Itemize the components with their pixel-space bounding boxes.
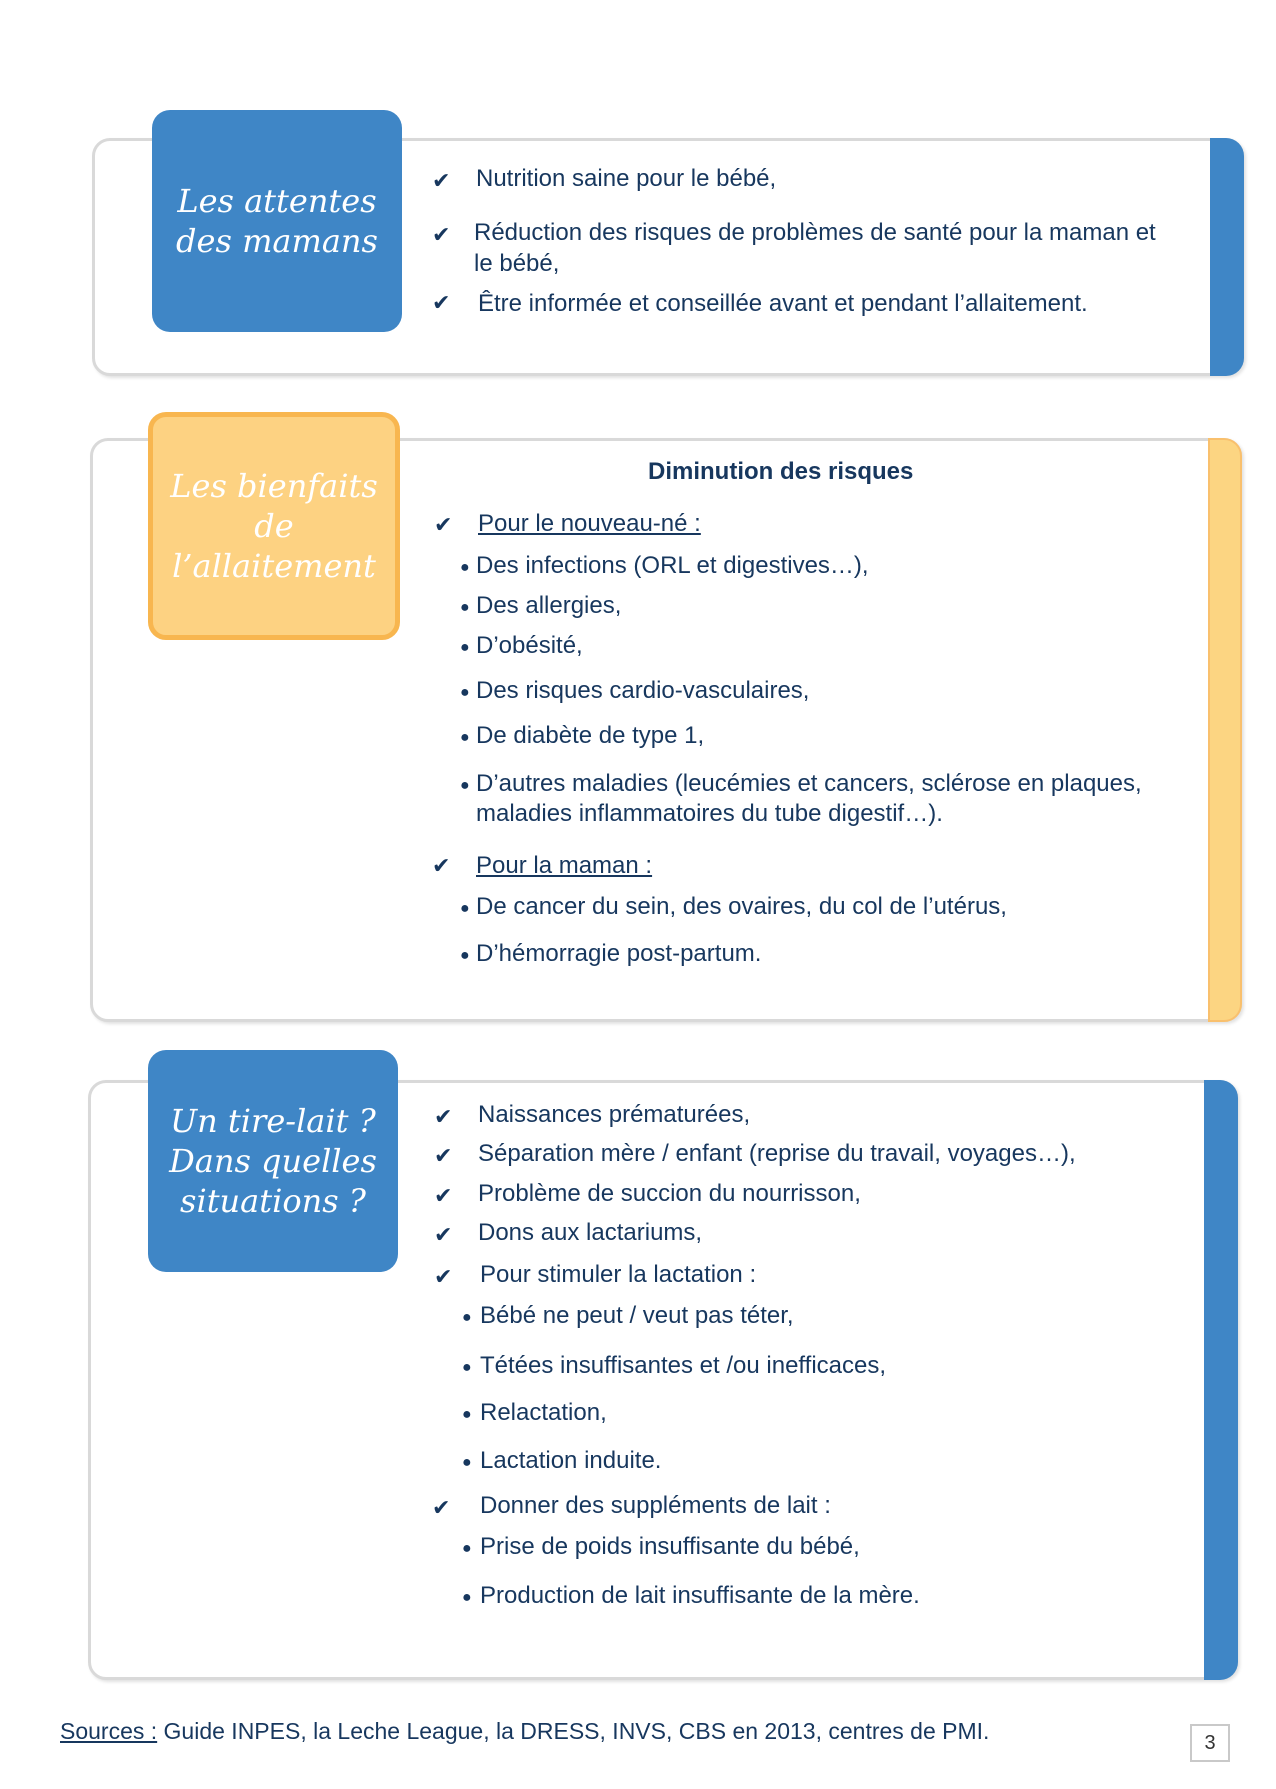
situation-item: Dons aux lactariums, — [478, 1219, 703, 1246]
expectation-item: Être informée et conseillée avant et pendant l’allaitement. — [478, 290, 1088, 317]
stimulate-item: Tétées insuffisantes et /ou inefficaces, — [480, 1352, 887, 1379]
card-accent-stripe — [1208, 438, 1242, 1022]
sources-line — [60, 1718, 989, 1745]
stimulate-item: Lactation induite. — [480, 1447, 662, 1474]
newborn-risk-item: Des risques cardio-vasculaires, — [476, 677, 810, 704]
situation-item: Pour stimuler la lactation : — [480, 1261, 757, 1288]
bullet-dot-icon: ● — [462, 1589, 472, 1606]
bullet-dot-icon: ● — [462, 1406, 472, 1423]
bullet-dot-icon: ● — [462, 1540, 472, 1557]
newborn-risk-item: D’obésité, — [476, 632, 583, 659]
card-accent-stripe — [1204, 1080, 1238, 1680]
mother-subheading: Pour la maman : — [476, 852, 653, 879]
checkmark-icon: ✔ — [434, 1143, 453, 1168]
bullet-dot-icon: ● — [462, 1359, 472, 1376]
expectation-item: Réduction des risques de problèmes de santé pour la maman et — [474, 219, 1156, 246]
situation-item: Séparation mère / enfant (reprise du travail, voyages…), — [478, 1140, 1076, 1167]
checkmark-icon: ✔ — [434, 512, 453, 537]
supplement-item: Production de lait insuffisante de la mère. — [480, 1582, 920, 1609]
checkmark-icon: ✔ — [432, 222, 451, 247]
bullet-dot-icon: ● — [462, 1309, 472, 1326]
sources-label: Sources : — [60, 1718, 158, 1744]
bullet-dot-icon: ● — [460, 599, 470, 616]
checkmark-icon: ✔ — [432, 290, 451, 315]
sources-text: Guide INPES, la Leche League, la DRESS, INVS, CBS en 2013, centres de PMI. — [157, 1718, 990, 1744]
mother-risk-item: D’hémorragie post-partum. — [476, 940, 762, 967]
benefits-tag: Les bienfaits de l’allaitement — [148, 412, 400, 640]
mother-risk-item: De cancer du sein, des ovaires, du col de l’utérus, — [476, 893, 1007, 920]
bullet-dot-icon: ● — [460, 559, 470, 576]
newborn-risk-item: D’autres maladies (leucémies et cancers, sclérose en plaques, — [476, 770, 1142, 797]
checkmark-icon: ✔ — [434, 1104, 453, 1129]
newborn-risk-item: Des infections (ORL et digestives…), — [476, 552, 869, 579]
bullet-dot-icon: ● — [460, 947, 470, 964]
newborn-subheading: Pour le nouveau-né : — [478, 510, 701, 537]
bullet-dot-icon: ● — [460, 684, 470, 701]
situation-item: Naissances prématurées, — [478, 1101, 751, 1128]
card-accent-stripe — [1210, 138, 1244, 376]
bullet-dot-icon: ● — [460, 639, 470, 656]
bullet-dot-icon: ● — [462, 1454, 472, 1471]
situation-item: Problème de succion du nourrisson, — [478, 1180, 861, 1207]
bullet-dot-icon: ● — [460, 729, 470, 746]
newborn-risk-item: De diabète de type 1, — [476, 722, 705, 749]
expectation-item: Nutrition saine pour le bébé, — [476, 165, 777, 192]
supplement-item: Prise de poids insuffisante du bébé, — [480, 1533, 860, 1560]
supplement-subheading: Donner des suppléments de lait : — [480, 1492, 831, 1519]
checkmark-icon: ✔ — [432, 853, 451, 878]
bullet-dot-icon: ● — [460, 777, 470, 794]
expectations-tag: Les attentes des mamans — [152, 110, 402, 332]
checkmark-icon: ✔ — [434, 1183, 453, 1208]
newborn-risk-item: Des allergies, — [476, 592, 622, 619]
newborn-risk-item-continuation: maladies inflammatoires du tube digestif…). — [476, 800, 943, 827]
stimulate-item: Bébé ne peut / veut pas téter, — [480, 1302, 794, 1329]
breast-pump-tag: Un tire-lait ? Dans quelles situations ? — [148, 1050, 398, 1272]
page-number: 3 — [1190, 1724, 1230, 1762]
checkmark-icon: ✔ — [432, 168, 451, 193]
stimulate-item: Relactation, — [480, 1399, 607, 1426]
checkmark-icon: ✔ — [434, 1264, 453, 1289]
benefits-heading: Diminution des risques — [648, 458, 914, 485]
bullet-dot-icon: ● — [460, 900, 470, 917]
checkmark-icon: ✔ — [432, 1495, 451, 1520]
checkmark-icon: ✔ — [434, 1222, 453, 1247]
expectation-item-continuation: le bébé, — [474, 250, 560, 277]
